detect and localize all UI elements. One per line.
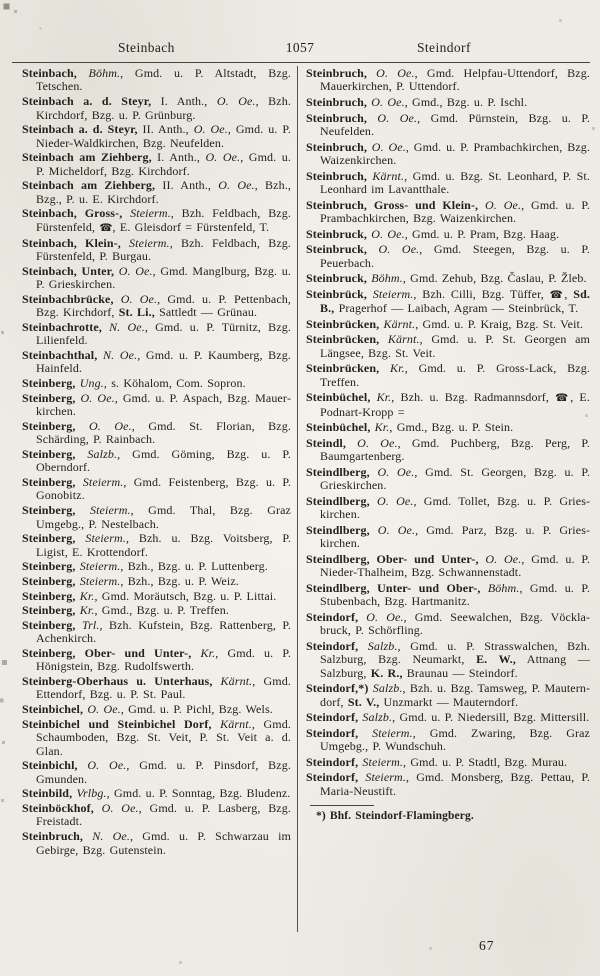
entry-text: , Bzh. u. Bzg. Radmannsdorf, <box>391 390 556 405</box>
left-column <box>22 67 291 858</box>
crownland-abbr: Salzb. <box>358 710 393 725</box>
entry-bold: Steinbach a. d. Steyr, <box>22 94 152 109</box>
crownland-abbr: Salzb. <box>368 681 403 696</box>
entry-text: , Gmd. u. P. Gross-Lack, Bzg. Treffen. <box>320 361 590 389</box>
entry-bold: Steinberg, <box>22 446 76 461</box>
entry-text: I. Anth., <box>151 150 206 165</box>
entry-bold: Steindl, <box>306 435 346 450</box>
gazetteer-entry <box>22 476 291 503</box>
gazetteer-entry <box>306 141 590 168</box>
entry-text: , Gmd. u. P. Prambachkirchen, Bzg. Waizenkirchen. <box>320 139 591 167</box>
crownland-abbr: O. Oe. <box>478 197 522 212</box>
entry-bold: Steinbruch, Gross- und Klein-, <box>306 197 479 212</box>
gazetteer-entry <box>306 682 590 709</box>
gazetteer-entry <box>22 718 291 758</box>
gazetteer-entry <box>22 321 291 348</box>
entry-text: , Bzh. Cilli, Bzg. Tüffer, <box>413 286 550 301</box>
gazetteer-entry <box>306 333 590 360</box>
entry-text: , Gmd., Bzg. u. P. Treffen. <box>94 603 229 618</box>
entry-bold: Steinbach am Ziehberg, <box>22 178 156 193</box>
gazetteer-entry <box>306 288 590 316</box>
entry-bold: Steinberg, <box>22 474 76 489</box>
gazetteer-entry <box>306 421 590 434</box>
crownland-abbr: O. Oe. <box>83 702 121 717</box>
entry-bold: Steinberg-Oberhaus u. Unterhaus, <box>22 673 213 688</box>
entry-text: , Gmd. St. Florian, Bzg. Schärding, P. Rainbach. <box>36 418 291 447</box>
entry-text: , Gmd. u. P. Strasswalchen, Bzh. Salzburg, Bzg. Neumarkt, <box>320 638 590 667</box>
gazetteer-entry <box>22 575 291 588</box>
gazetteer-entry <box>22 237 291 264</box>
entry-bold: Steindorf, <box>306 754 359 769</box>
entry-bold: Steinbüchel, <box>306 420 371 435</box>
column-divider <box>297 66 298 932</box>
crownland-abbr: Steierm. <box>75 573 121 588</box>
gazetteer-entry <box>306 228 590 241</box>
entry-text: , Bzh. u. Bzg. Voitsberg, P. Ligist, E. Krottendorf. <box>36 531 291 559</box>
crownland-abbr: Steierm. <box>120 235 170 250</box>
crownland-abbr: Steierm. <box>358 770 406 785</box>
entry-bold: Steindlberg, <box>306 464 370 479</box>
entry-bold: Steinberg, <box>22 603 76 618</box>
entry-bold: Steinbrücken, <box>306 316 380 331</box>
entry-text: , Gmd. Monsberg, Bzg. Pettau, P. Maria-Neustift. <box>320 770 591 798</box>
entry-bold: Sd. B., <box>320 286 590 316</box>
header-rule <box>12 62 590 63</box>
crownland-abbr: O. Oe. <box>358 609 404 624</box>
entry-text: , Gmd. Parz, Bzg. u. P. Grieskirchen. <box>320 522 590 551</box>
entry-bold: Steinbrück, <box>306 286 367 301</box>
gazetteer-entry <box>306 272 590 285</box>
crownland-abbr: Ung. <box>75 376 104 391</box>
crownland-abbr: Böhm. <box>367 271 403 286</box>
gazetteer-entry <box>306 112 590 139</box>
crownland-abbr: Kr. <box>191 645 216 660</box>
gazetteer-entry <box>22 532 291 559</box>
gazetteer-entry <box>22 675 291 702</box>
entry-text: Sattledt — Grünau. <box>154 305 258 320</box>
entry-bold: Steinberg, <box>22 617 76 632</box>
entry-bold: Steinberg, <box>22 503 76 518</box>
entry-bold: Steinbachrotte, <box>22 319 102 334</box>
entry-bold: Steinbruch, <box>306 110 367 125</box>
entry-bold: Steinbüchel, <box>306 390 371 405</box>
entry-bold: St. Li., <box>118 305 155 320</box>
gazetteer-entry <box>22 590 291 603</box>
crownland-abbr: Böhm. <box>76 66 121 80</box>
gazetteer-entry <box>22 604 291 617</box>
crownland-abbr: Kärnt. <box>379 332 420 347</box>
entry-bold: K. R., <box>370 665 403 680</box>
crownland-abbr: O. Oe. <box>369 493 414 508</box>
running-head-right: Steindorf <box>417 40 471 55</box>
crownland-abbr: O. Oe. <box>205 150 241 165</box>
entry-text: , Gmd. Manglburg, Bzg. u. P. Grieskirchen. <box>36 263 291 292</box>
entry-bold: Steinberg, <box>22 418 76 433</box>
entry-text: , Gmd. u. P. Nieder-Waldkirchen, Bzg. Neufelden. <box>36 122 291 150</box>
gazetteer-entry <box>22 448 291 475</box>
crownland-abbr: O. Oe. <box>369 522 416 537</box>
entry-text: , E. Gleisdorf = Fürstenfeld, T. <box>112 219 270 234</box>
gazetteer-entry <box>306 756 590 769</box>
entry-text: , Bzh. u. Bzg. Tamsweg, P. Mauterndorf, <box>320 681 590 709</box>
entry-text: , Bzh., Bzg., P. u. E. Kirchdorf. <box>36 178 291 206</box>
entry-text: , Gmd. u. Bzg. St. Leonhard, P. St. Leonhard im Lavantthale. <box>320 168 590 196</box>
gazetteer-entry <box>306 466 590 493</box>
left-column-entries <box>22 67 291 857</box>
crownland-abbr: Trl. <box>75 617 100 632</box>
crownland-abbr: O. Oe. <box>75 390 115 405</box>
entry-bold: Steinbruch, <box>306 139 367 154</box>
entry-text: , Gmd. Steegen, Bzg. u. P. Peuerbach. <box>320 242 591 270</box>
crownland-abbr: Steierm. <box>358 754 404 769</box>
gazetteer-entry <box>22 504 291 531</box>
gazetteer-entry <box>306 362 590 389</box>
entry-bold: Steindlberg, Ober- und Unter-, <box>306 551 479 566</box>
entry-bold: Steinbruck, <box>306 242 367 257</box>
entry-bold: Steindorf, <box>306 609 359 624</box>
crownland-abbr: N. Oe. <box>101 319 145 334</box>
footnote: *) Bhf. Steindorf-Flamingberg. <box>316 810 474 823</box>
gazetteer-entry <box>22 377 291 390</box>
crownland-abbr: Steierm. <box>122 206 171 221</box>
gazetteer-entry <box>306 67 590 94</box>
crownland-abbr: Steierm. <box>75 559 121 574</box>
entry-bold: Steinberg, <box>22 588 76 603</box>
entry-bold: Steinbichel, <box>22 702 84 717</box>
entry-bold: Steinbach, Gross-, <box>22 206 123 221</box>
entry-bold: Steinberg, <box>22 531 76 546</box>
gazetteer-entry <box>306 437 590 464</box>
entry-bold: Steinbruck, <box>306 226 367 241</box>
gazetteer-entry <box>306 318 590 331</box>
entry-bold: Steinbach a. d. Steyr, <box>22 122 138 137</box>
entry-bold: Steinberg, <box>22 559 76 574</box>
crownland-abbr: Kr. <box>370 420 390 435</box>
crownland-abbr: O. Oe. <box>114 263 153 278</box>
entry-text: , Gmd. u. P. Hönigstein, Bzg. Rudolfswerth. <box>36 645 291 674</box>
page-number-footer: 67 <box>479 938 495 953</box>
entry-text: , Gmd. Schaumboden, Bzg. St. Veit, P. St. Veit a. d. Glan. <box>36 716 291 758</box>
entry-text: , Gmd. u. P. Niedersill, Bzg. Mittersill. <box>392 710 590 725</box>
entry-text: II. Anth., <box>137 122 194 137</box>
crownland-abbr: O. Oe. <box>345 435 398 450</box>
entry-bold: Steinbruck, <box>306 271 367 286</box>
crownland-abbr: O. Oe. <box>367 242 420 257</box>
crownland-abbr: Kr. <box>379 361 405 376</box>
gazetteer-entry <box>306 582 590 609</box>
entry-text: , Gmd. Pürnstein, Bzg. u. P. Neufelden. <box>320 110 590 138</box>
gazetteer-entry <box>306 727 590 754</box>
crownland-abbr: Böhm. <box>480 580 520 595</box>
telegraph-icon: ☎ <box>549 288 565 301</box>
crownland-abbr: Steierm. <box>75 474 124 489</box>
crownland-abbr: O. Oe. <box>218 178 255 193</box>
entry-text: , Gmd. u. P. Kaumberg, Bzg. Hainfeld. <box>36 347 291 376</box>
crownland-abbr: O. Oe. <box>193 122 228 137</box>
entry-bold: Steinbach, Unter, <box>22 263 115 278</box>
entry-text: , Bzh. Kufstein, Bzg. Rattenberg, P. Achenkirch. <box>36 617 291 646</box>
entry-text: , Bzh. Feldbach, Bzg. Fürstenfeld, P. Burgau. <box>36 235 292 264</box>
entry-text: Unzmarkt — Mauterndorf. <box>379 694 519 709</box>
entry-bold: Steindorf, <box>306 725 359 740</box>
crownland-abbr: Salzb. <box>358 638 398 653</box>
entry-text: , Gmd. Feistenberg, Bzg. u. P. Gonobitz. <box>36 474 291 503</box>
crownland-abbr: Steierm. <box>75 503 131 518</box>
crownland-abbr: Kr. <box>75 588 95 603</box>
gazetteer-entry <box>306 495 590 522</box>
entry-bold: Steinbruch, <box>306 95 367 109</box>
telegraph-icon: ☎ <box>555 392 571 405</box>
crownland-abbr: Kärnt. <box>379 316 416 331</box>
crownland-abbr: Steierm. <box>367 286 414 301</box>
footnote-rule <box>310 805 374 806</box>
entry-bold: Steindlberg, <box>306 493 370 508</box>
gazetteer-entry <box>22 802 291 829</box>
gazetteer-entry <box>306 391 590 419</box>
gazetteer-entry <box>22 293 291 320</box>
entry-bold: Steindorf, <box>306 638 359 653</box>
entry-text: , Gmd. u. P. St. Georgen am Längsee, Bzg. St. Veit. <box>320 332 590 360</box>
gazetteer-entry <box>22 787 291 800</box>
gazetteer-entry <box>306 711 590 724</box>
gazetteer-entry <box>22 95 291 122</box>
right-column-entries <box>306 67 590 798</box>
entry-text: , Gmd. u. P. Stubenbach, Bzg. Hartmanitz. <box>320 580 590 609</box>
crownland-abbr: O. Oe. <box>367 110 418 125</box>
entry-bold: Steinbichl, <box>22 758 78 773</box>
entry-text: , Gmd. u. P. Sonntag, Bzg. Bludenz. <box>106 786 291 801</box>
gazetteer-entry <box>22 207 291 235</box>
crownland-abbr: O. Oe. <box>369 464 415 479</box>
entry-bold: Steinböckhof, <box>22 801 94 815</box>
entry-text: Pragerhof — Laibach, Agram — Steinbrück, T. <box>334 301 579 316</box>
entry-text: , <box>564 286 574 301</box>
crownland-abbr: Kärnt. <box>212 673 253 688</box>
gazetteer-entry <box>22 647 291 674</box>
gazetteer-entry <box>22 265 291 292</box>
entry-bold: Steindorf, <box>306 710 359 725</box>
crownland-abbr: Kr. <box>370 390 392 405</box>
crownland-abbr: O. Oe. <box>367 139 406 154</box>
entry-text: , Gmd. u. P. Türnitz, Bzg. Lilienfeld. <box>36 319 291 348</box>
entry-text: I. Anth., <box>151 94 217 109</box>
entry-text: , Gmd. Helpfau-Uttendorf, Bzg. Mauerkirchen, P. Uttendorf. <box>320 66 590 94</box>
gazetteer-entry <box>306 524 590 551</box>
entry-bold: Steindlberg, Unter- und Ober-, <box>306 580 481 595</box>
entry-bold: Steinberg, <box>22 376 76 391</box>
gazetteer-entry <box>22 703 291 716</box>
entry-text: , Bzh., Bzg. u. P. Luttenberg. <box>120 559 268 574</box>
entry-text: , Gmd. u. P. Stadtl, Bzg. Murau. <box>403 754 568 769</box>
entry-bold: Steinbruch, <box>306 66 367 80</box>
gazetteer-entry <box>22 759 291 786</box>
entry-bold: Steinbruch, <box>22 829 83 844</box>
telegraph-icon: ☎ <box>99 221 113 234</box>
gazetteer-entry <box>22 123 291 150</box>
entry-text: Attnang — Salzburg, <box>320 652 590 680</box>
entry-text: II. Anth., <box>155 178 219 193</box>
crownland-abbr: O. Oe. <box>113 291 158 306</box>
gazetteer-entry <box>22 67 291 94</box>
entry-bold: Steinbachbrücke, <box>22 291 114 306</box>
crownland-abbr: O. Oe. <box>216 94 256 109</box>
gazetteer-entry <box>306 640 590 680</box>
entry-text: , Gmd. Seewalchen, Bzg. Vöcklabruck, P. Schörfling. <box>320 609 590 638</box>
gazetteer-entry <box>22 151 291 178</box>
gazetteer-entry <box>22 619 291 646</box>
entry-text: , Gmd. u. P. Aspach, Bzg. Mauerkirchen. <box>36 390 291 419</box>
gazetteer-entry <box>306 199 590 226</box>
entry-bold: Steinbach, <box>22 66 77 80</box>
crownland-abbr: O. Oe. <box>367 95 405 109</box>
entry-text: , Gmd. u. P. Pinsdorf, Bzg. Gmunden. <box>36 758 291 786</box>
crownland-abbr: O. Oe. <box>478 551 522 566</box>
right-column <box>306 67 590 824</box>
entry-text: , E. Podnart-Kropp = <box>320 390 590 419</box>
crownland-abbr: O. Oe. <box>75 418 132 433</box>
crownland-abbr: Vrlbg. <box>72 786 107 801</box>
scan-speck-layer <box>0 0 1 1</box>
gazetteer-entry <box>306 611 590 638</box>
entry-text: , Gmd. Thal, Bzg. Graz Umgebg., P. Nestelbach. <box>36 503 291 531</box>
entry-bold: Steinbichel und Steinbichel Dorf, <box>22 716 212 731</box>
entry-text: , Gmd. u. P. Pram, Bzg. Haag. <box>404 226 560 241</box>
entry-bold: Steinberg, Ober- und Unter-, <box>22 645 192 660</box>
gazetteer-entry <box>306 553 590 580</box>
crownland-abbr: N. Oe. <box>97 347 138 362</box>
crownland-abbr: O. Oe. <box>367 226 405 241</box>
entry-text: , Gmd., Bzg. u. P. Stein. <box>389 420 514 435</box>
crownland-abbr: O. Oe. <box>93 801 139 815</box>
entry-bold: Steinbach am Ziehberg, <box>22 150 152 165</box>
entry-bold: Steinberg, <box>22 573 76 588</box>
crownland-abbr: Kr. <box>75 603 95 618</box>
gazetteer-entry <box>306 170 590 197</box>
entry-bold: Steinbach, Klein-, <box>22 235 121 250</box>
entry-text: , Gmd. Zehub, Bzg. Časlau, P. Žleb. <box>402 271 587 286</box>
entry-text: , Gmd. Tollet, Bzg. u. P. Grieskirchen. <box>320 493 590 522</box>
page-number-header: 1057 <box>285 40 315 55</box>
gazetteer-entry <box>22 349 291 376</box>
entry-bold: Steinbruch, <box>306 168 367 183</box>
crownland-abbr: Kärnt. <box>211 716 252 731</box>
entry-text: , Gmd. Puchberg, Bzg. Perg, P. Baumgartenberg. <box>320 435 590 464</box>
entry-text: , Gmd. u. P. Schwarzau im Gebirge, Bzg. Gutenstein. <box>36 829 291 857</box>
entry-bold: Steindorf,*) <box>306 681 369 696</box>
gazetteer-entry <box>22 392 291 419</box>
entry-text: , Gmd. Moräutsch, Bzg. u. P. Littai. <box>94 588 277 603</box>
entry-bold: Steinbrücken, <box>306 332 380 347</box>
entry-text: , Gmd. u. P. Pettenbach, Bzg. Kirchdorf, <box>36 291 291 320</box>
gazetteer-entry <box>22 179 291 206</box>
entry-bold: Steinberg, <box>22 390 76 405</box>
entry-text: , Gmd. u. P. Nieder-Thalheim, Bzg. Schwannenstadt. <box>320 551 590 580</box>
entry-bold: St. V., <box>347 694 380 709</box>
entry-text: , Gmd. Zwaring, Bzg. Graz Umgebg., P. Wundschuh. <box>320 725 590 754</box>
gazetteer-entry <box>306 96 590 109</box>
running-head <box>0 40 600 58</box>
entry-text: , Gmd. u. P. Lasberg, Bzg. Freistadt. <box>36 801 291 829</box>
gazetteer-entry <box>306 243 590 270</box>
crownland-abbr: O. Oe. <box>77 758 127 773</box>
entry-bold: Steindorf, <box>306 770 359 785</box>
entry-text: , Bzh. Kirchdorf, Bzg. u. P. Grünburg. <box>36 94 291 122</box>
crownland-abbr: N. Oe. <box>83 829 130 844</box>
entry-text: , Gmd., Bzg. u. P. Ischl. <box>404 95 528 109</box>
entry-text: , Gmd. Ettendorf, Bzg. u. P. St. Paul. <box>36 673 291 702</box>
entry-text: , Gmd. u. P. Pichl, Bzg. Wels. <box>120 702 273 717</box>
entry-text: , Bzh. Feldbach, Bzg. Fürstenfeld, <box>36 206 291 234</box>
entry-bold: Steindlberg, <box>306 522 370 537</box>
entry-bold: Steinbachthal, <box>22 347 98 362</box>
gazetteer-entry <box>22 560 291 573</box>
gazetteer-entry <box>306 771 590 798</box>
crownland-abbr: Kärnt. <box>367 168 405 183</box>
entry-text: , Gmd. u. P. Altstadt, Bzg. Tetschen. <box>36 66 291 94</box>
entry-text: Braunau — Steindorf. <box>402 665 518 680</box>
gazetteer-entry <box>22 420 291 447</box>
entry-text: , Bzh., Bzg. u. P. Weiz. <box>120 573 239 588</box>
crownland-abbr: O. Oe. <box>367 66 415 80</box>
entry-text: , Gmd. u. P. Kraig, Bzg. St. Veit. <box>415 316 584 331</box>
entry-bold: Steinbild, <box>22 786 73 801</box>
gazetteer-entry <box>22 830 291 857</box>
entry-text: , Gmd. u. P. Prambachkirchen, Bzg. Waizenkirchen. <box>320 197 590 225</box>
running-head-left: Steinbach <box>118 40 175 55</box>
crownland-abbr: Steierm. <box>75 531 126 546</box>
entry-text: , Gmd. u. P. Micheldorf, Bzg. Kirchdorf. <box>36 150 291 178</box>
crownland-abbr: Salzb. <box>75 446 118 461</box>
entry-text: , s. Köhalom, Com. Sopron. <box>103 376 246 391</box>
entry-bold: Steinbrücken, <box>306 361 380 376</box>
crownland-abbr: Steierm. <box>358 725 413 740</box>
entry-text: , Gmd. St. Georgen, Bzg. u. P. Grieskirchen. <box>320 464 591 493</box>
entry-text: , Gmd. Göming, Bzg. u. P. Oberndorf. <box>36 446 291 475</box>
entry-bold: E. W., <box>476 652 516 667</box>
